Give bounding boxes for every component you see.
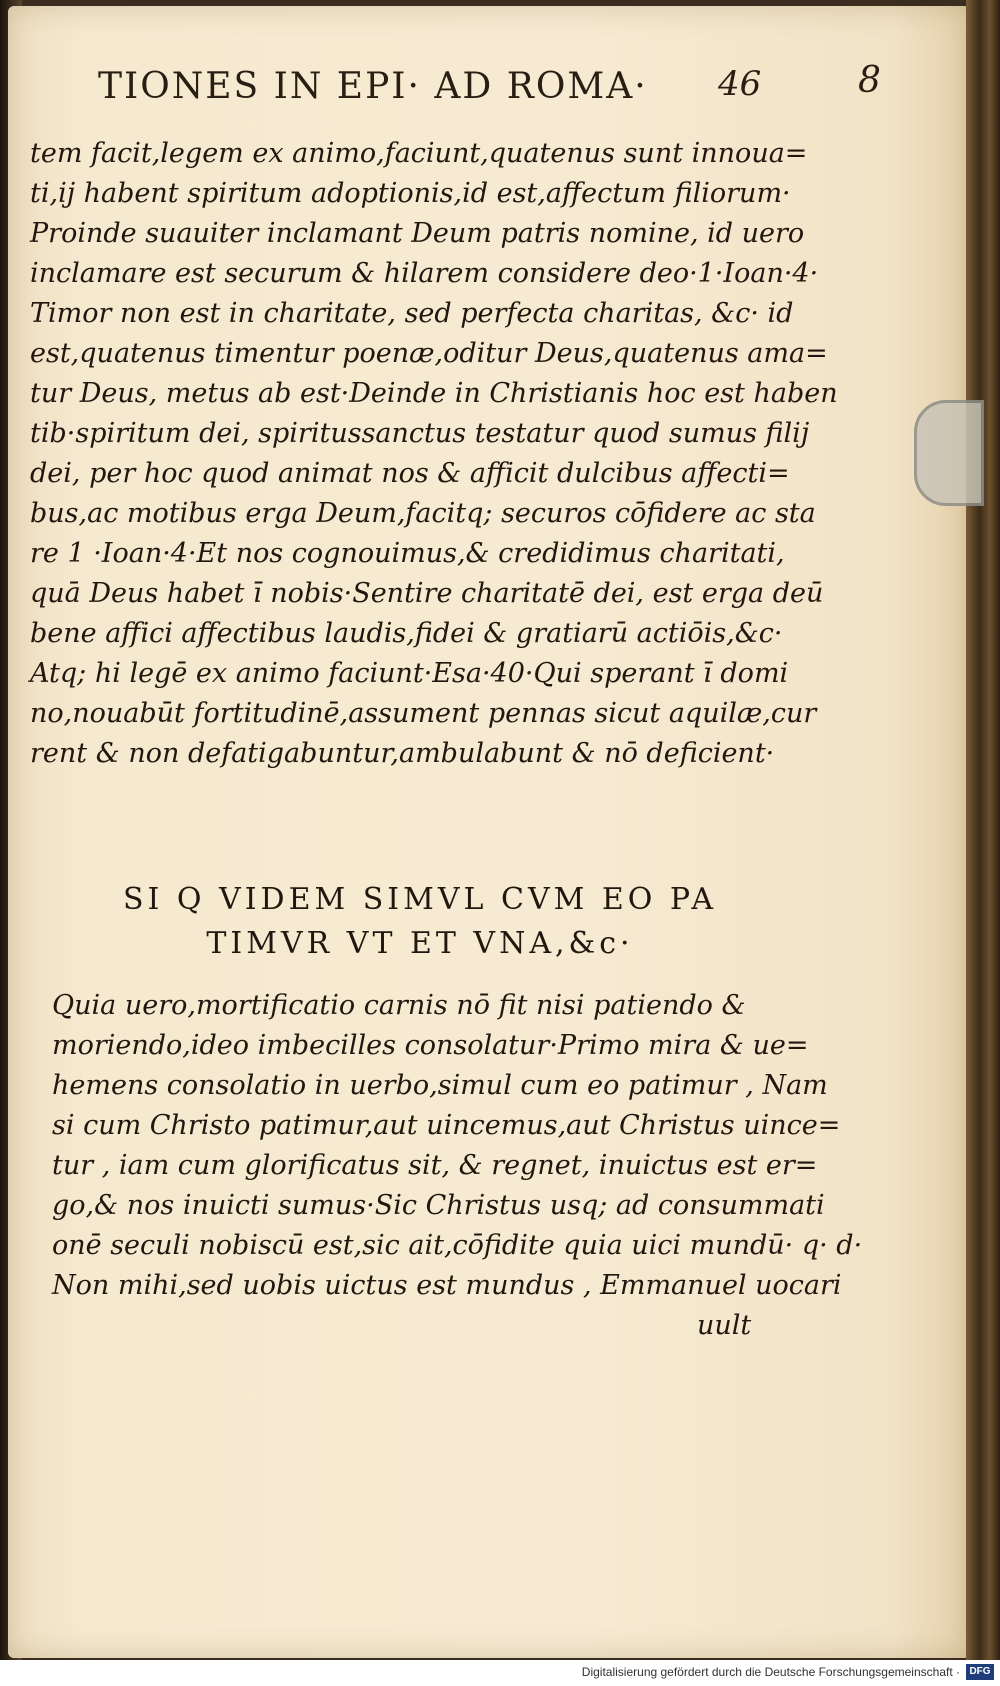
text-line: si cum Christo patimur,aut uincemus,aut Christus uince= (52, 1110, 841, 1141)
text-line: Quia uero,mortificatio carnis nō fit nisi patiendo & (52, 990, 746, 1021)
text-line: hemens consolatio in uerbo,simul cum eo patimur , Nam (52, 1070, 828, 1101)
footer-bar (0, 1660, 1000, 1686)
text-line: tur , iam cum glorificatus sit, & regnet, inuictus est er= (52, 1150, 818, 1181)
book-page (8, 6, 970, 1658)
dfg-logo: DFG (966, 1664, 994, 1680)
text-line: go,& nos inuicti sumus·Sic Christus usq; ad consummati (52, 1190, 825, 1221)
text-line: bus,ac motibus erga Deum,facitq; securos cōfidere ac sta (30, 498, 816, 529)
text-block-1 (30, 134, 838, 774)
heading-line-1: SI Q VIDEM SIMVL CVM EO PA (122, 882, 718, 917)
running-head: TIONES IN EPI· AD ROMA· (98, 66, 648, 107)
text-line: tib·spiritum dei, spiritussanctus testatur quod sumus filij (30, 418, 810, 449)
text-line: quā Deus habet ī nobis·Sentire charitatē dei, est erga deū (30, 578, 824, 609)
clasp-ring (914, 400, 984, 506)
text-block-2 (52, 986, 863, 1346)
text-line: bene affici affectibus laudis,fidei & gratiarū actiōis,&c· (30, 618, 783, 649)
folio-number: 8 (858, 60, 881, 101)
text-line: inclamare est securum & hilarem considere deo·1·Ioan·4· (30, 258, 819, 289)
text-line: Timor non est in charitate, sed perfecta charitas, &c· id (30, 298, 794, 329)
page-number: 46 (718, 64, 762, 104)
text-line: tur Deus, metus ab est·Deinde in Christianis hoc est haben (30, 378, 838, 409)
text-line: Atq; hi legē ex animo faciunt·Esa·40·Qui sperant ī domi (30, 658, 789, 689)
section-heading (70, 878, 770, 966)
text-line: ti,ij habent spiritum adoptionis,id est,affectum filiorum· (30, 178, 791, 209)
heading-line-2: TIMVR VT ET VNA,&c· (206, 926, 634, 961)
book-edge (966, 0, 1000, 1660)
text-line: no,nouabūt fortitudinē,assument pennas sicut aquilæ,cur (30, 698, 817, 729)
text-line: rent & non defatigabuntur,ambulabunt & nō deficient· (30, 738, 775, 769)
text-line: moriendo,ideo imbecilles consolatur·Primo mira & ue= (52, 1030, 809, 1061)
text-line: Non mihi,sed uobis uictus est mundus , Emmanuel uocari (52, 1270, 842, 1301)
page-header (98, 58, 890, 118)
text-line: dei, per hoc quod animat nos & afficit dulcibus affecti= (30, 458, 790, 489)
text-line: uult (697, 1310, 752, 1341)
text-line: Proinde suauiter inclamant Deum patris nomine, id uero (30, 218, 805, 249)
text-line: re 1 ·Ioan·4·Et nos cognouimus,& credidimus charitati, (30, 538, 785, 569)
funding-credit: Digitalisierung gefördert durch die Deutsche Forschungsgemeinschaft · (581, 1665, 960, 1679)
text-line: onē seculi nobiscū est,sic ait,cōfidite quia uici mundū· q· d· (52, 1230, 863, 1261)
text-line: est,quatenus timentur poenæ,oditur Deus,quatenus ama= (30, 338, 828, 369)
text-line: tem facit,legem ex animo,faciunt,quatenus sunt innoua= (30, 138, 808, 169)
